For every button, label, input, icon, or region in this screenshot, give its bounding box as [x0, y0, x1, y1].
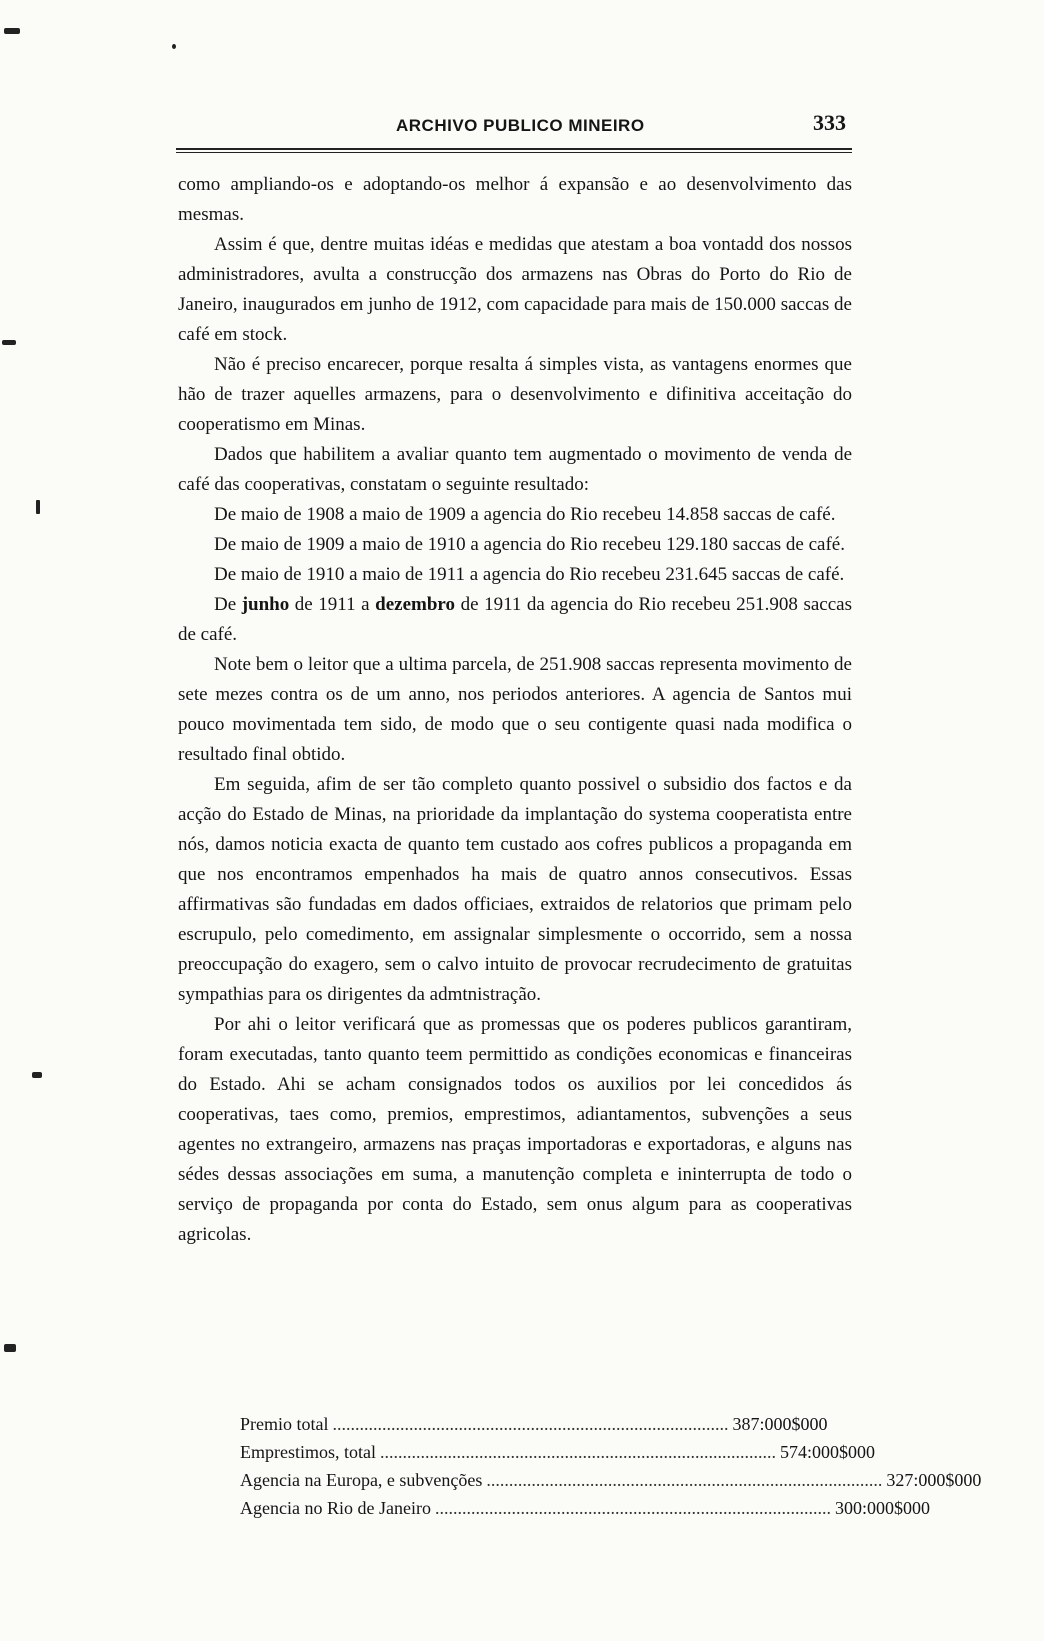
expense-ledger: [240, 1410, 982, 1522]
scan-speck: [2, 340, 16, 345]
ledger-label: Agencia no Rio de Janeiro: [240, 1498, 431, 1518]
ledger-row: [240, 1438, 875, 1466]
paragraph: De maio de 1908 a maio de 1909 a agencia do Rio recebeu 14.858 saccas de café.: [214, 504, 836, 525]
scan-speck: [32, 1072, 42, 1078]
scan-speck: [172, 44, 176, 49]
ledger-label: Agencia na Europa, e subvenções: [240, 1470, 483, 1490]
page-number: 333: [813, 110, 846, 135]
ledger-row: [240, 1494, 930, 1522]
header-rule: [176, 148, 852, 153]
text-run: de 1911 a: [289, 594, 376, 615]
paragraph-june-december: [178, 590, 852, 650]
leader-dots: ........................................................................................: [486, 1470, 883, 1490]
body-text: [178, 170, 852, 1250]
paragraph: Note bem o leitor que a ultima parcela, de 251.908 saccas representa movimento de sete mezes contra os de um anno, nos periodos anteriores. A agencia de Santos mui pouco movimentada tem sido, de modo que o seu contigente quasi nada modifica o resultado final obtido.: [178, 654, 852, 765]
paragraph: Não é preciso encarecer, porque resalta á simples vista, as vantagens enormes que hão de trazer aquelles armazens, para o desenvolvimento e difinitiva acceitação do cooperatismo em Minas.: [178, 354, 852, 435]
ledger-amount: 327:000$000: [886, 1470, 982, 1490]
scan-speck: [36, 500, 40, 514]
paragraph: como ampliando-os e adoptando-os melhor á expansão e ao desenvolvimento das mesmas.: [178, 174, 852, 225]
paragraph: Assim é que, dentre muitas idéas e medidas que atestam a boa vontadd dos nossos administradores, avulta a construcção dos armazens nas Obras do Porto do Rio de Janeiro, inaugurados em junho de 1912, com capacidade para mais de 150.000 saccas de café em stock.: [178, 234, 852, 345]
ledger-row: [240, 1466, 982, 1494]
ledger-label: Emprestimos, total: [240, 1442, 376, 1462]
ledger-amount: 574:000$000: [779, 1442, 875, 1462]
leader-dots: ........................................................................................: [332, 1414, 729, 1434]
leader-dots: ........................................................................................: [379, 1442, 776, 1462]
ledger-row: [240, 1410, 828, 1438]
paragraph: Por ahi o leitor verificará que as promessas que os poderes publicos garantiram, foram executadas, tanto quanto teem permittido as condições economicas e financeiras do Estado. Ahi se acham consignados todos os auxilios por lei concedidos ás cooperativas, taes como, premios, emprestimos, adiantamentos, subvenções a seus agentes no extrangeiro, armazens nas praças importadoras e exportadoras, e alguns nas sédes dessas associações em suma, a manutenção completa e ininterrupta de todo o serviço de propaganda por conta do Estado, sem onus algum para as cooperativas agricolas.: [178, 1014, 852, 1245]
ledger-amount: 300:000$000: [834, 1498, 930, 1518]
ledger-label: Premio total: [240, 1414, 329, 1434]
text-run: de 1911 da agencia do Rio recebeu 251.908 saccas de café.: [178, 594, 852, 645]
scan-speck: [4, 28, 20, 34]
bold-word-dezembro: dezembro: [375, 594, 456, 615]
leader-dots: ........................................................................................: [434, 1498, 831, 1518]
paragraph: Dados que habilitem a avaliar quanto tem augmentado o movimento de venda de café das cooperativas, constatam o seguinte resultado:: [178, 444, 852, 495]
paragraph: Em seguida, afim de ser tão completo quanto possivel o subsidio dos factos e da acção do Estado de Minas, na prioridade da implantação do systema cooperatista entre nós, damos noticia exacta de quanto tem custado aos cofres publicos a propaganda em que nos encontramos empenhados ha mais de quatro annos consecutivos. Essas affirmativas são fundadas em dados officiaes, extraidos de relatorios que primam pelo escrupulo, pelo comedimento, em assignalar simplesmente o occorrido, sem a nossa preoccupação do exagero, sem o calvo intuito de provocar recrudecimento de gratuitas sympathias para os dirigentes da admtnistração.: [178, 774, 852, 1005]
scan-speck: [4, 1344, 16, 1352]
bold-word-junho: junho: [241, 594, 290, 615]
ledger-amount: 387:000$000: [732, 1414, 828, 1434]
text-run: De: [214, 594, 242, 615]
running-header: [176, 108, 852, 142]
paragraph: De maio de 1909 a maio de 1910 a agencia do Rio recebeu 129.180 saccas de café.: [214, 534, 845, 555]
paragraph: De maio de 1910 a maio de 1911 a agencia do Rio recebeu 231.645 saccas de café.: [214, 564, 845, 585]
header-title: ARCHIVO PUBLICO MINEIRO: [396, 116, 645, 135]
